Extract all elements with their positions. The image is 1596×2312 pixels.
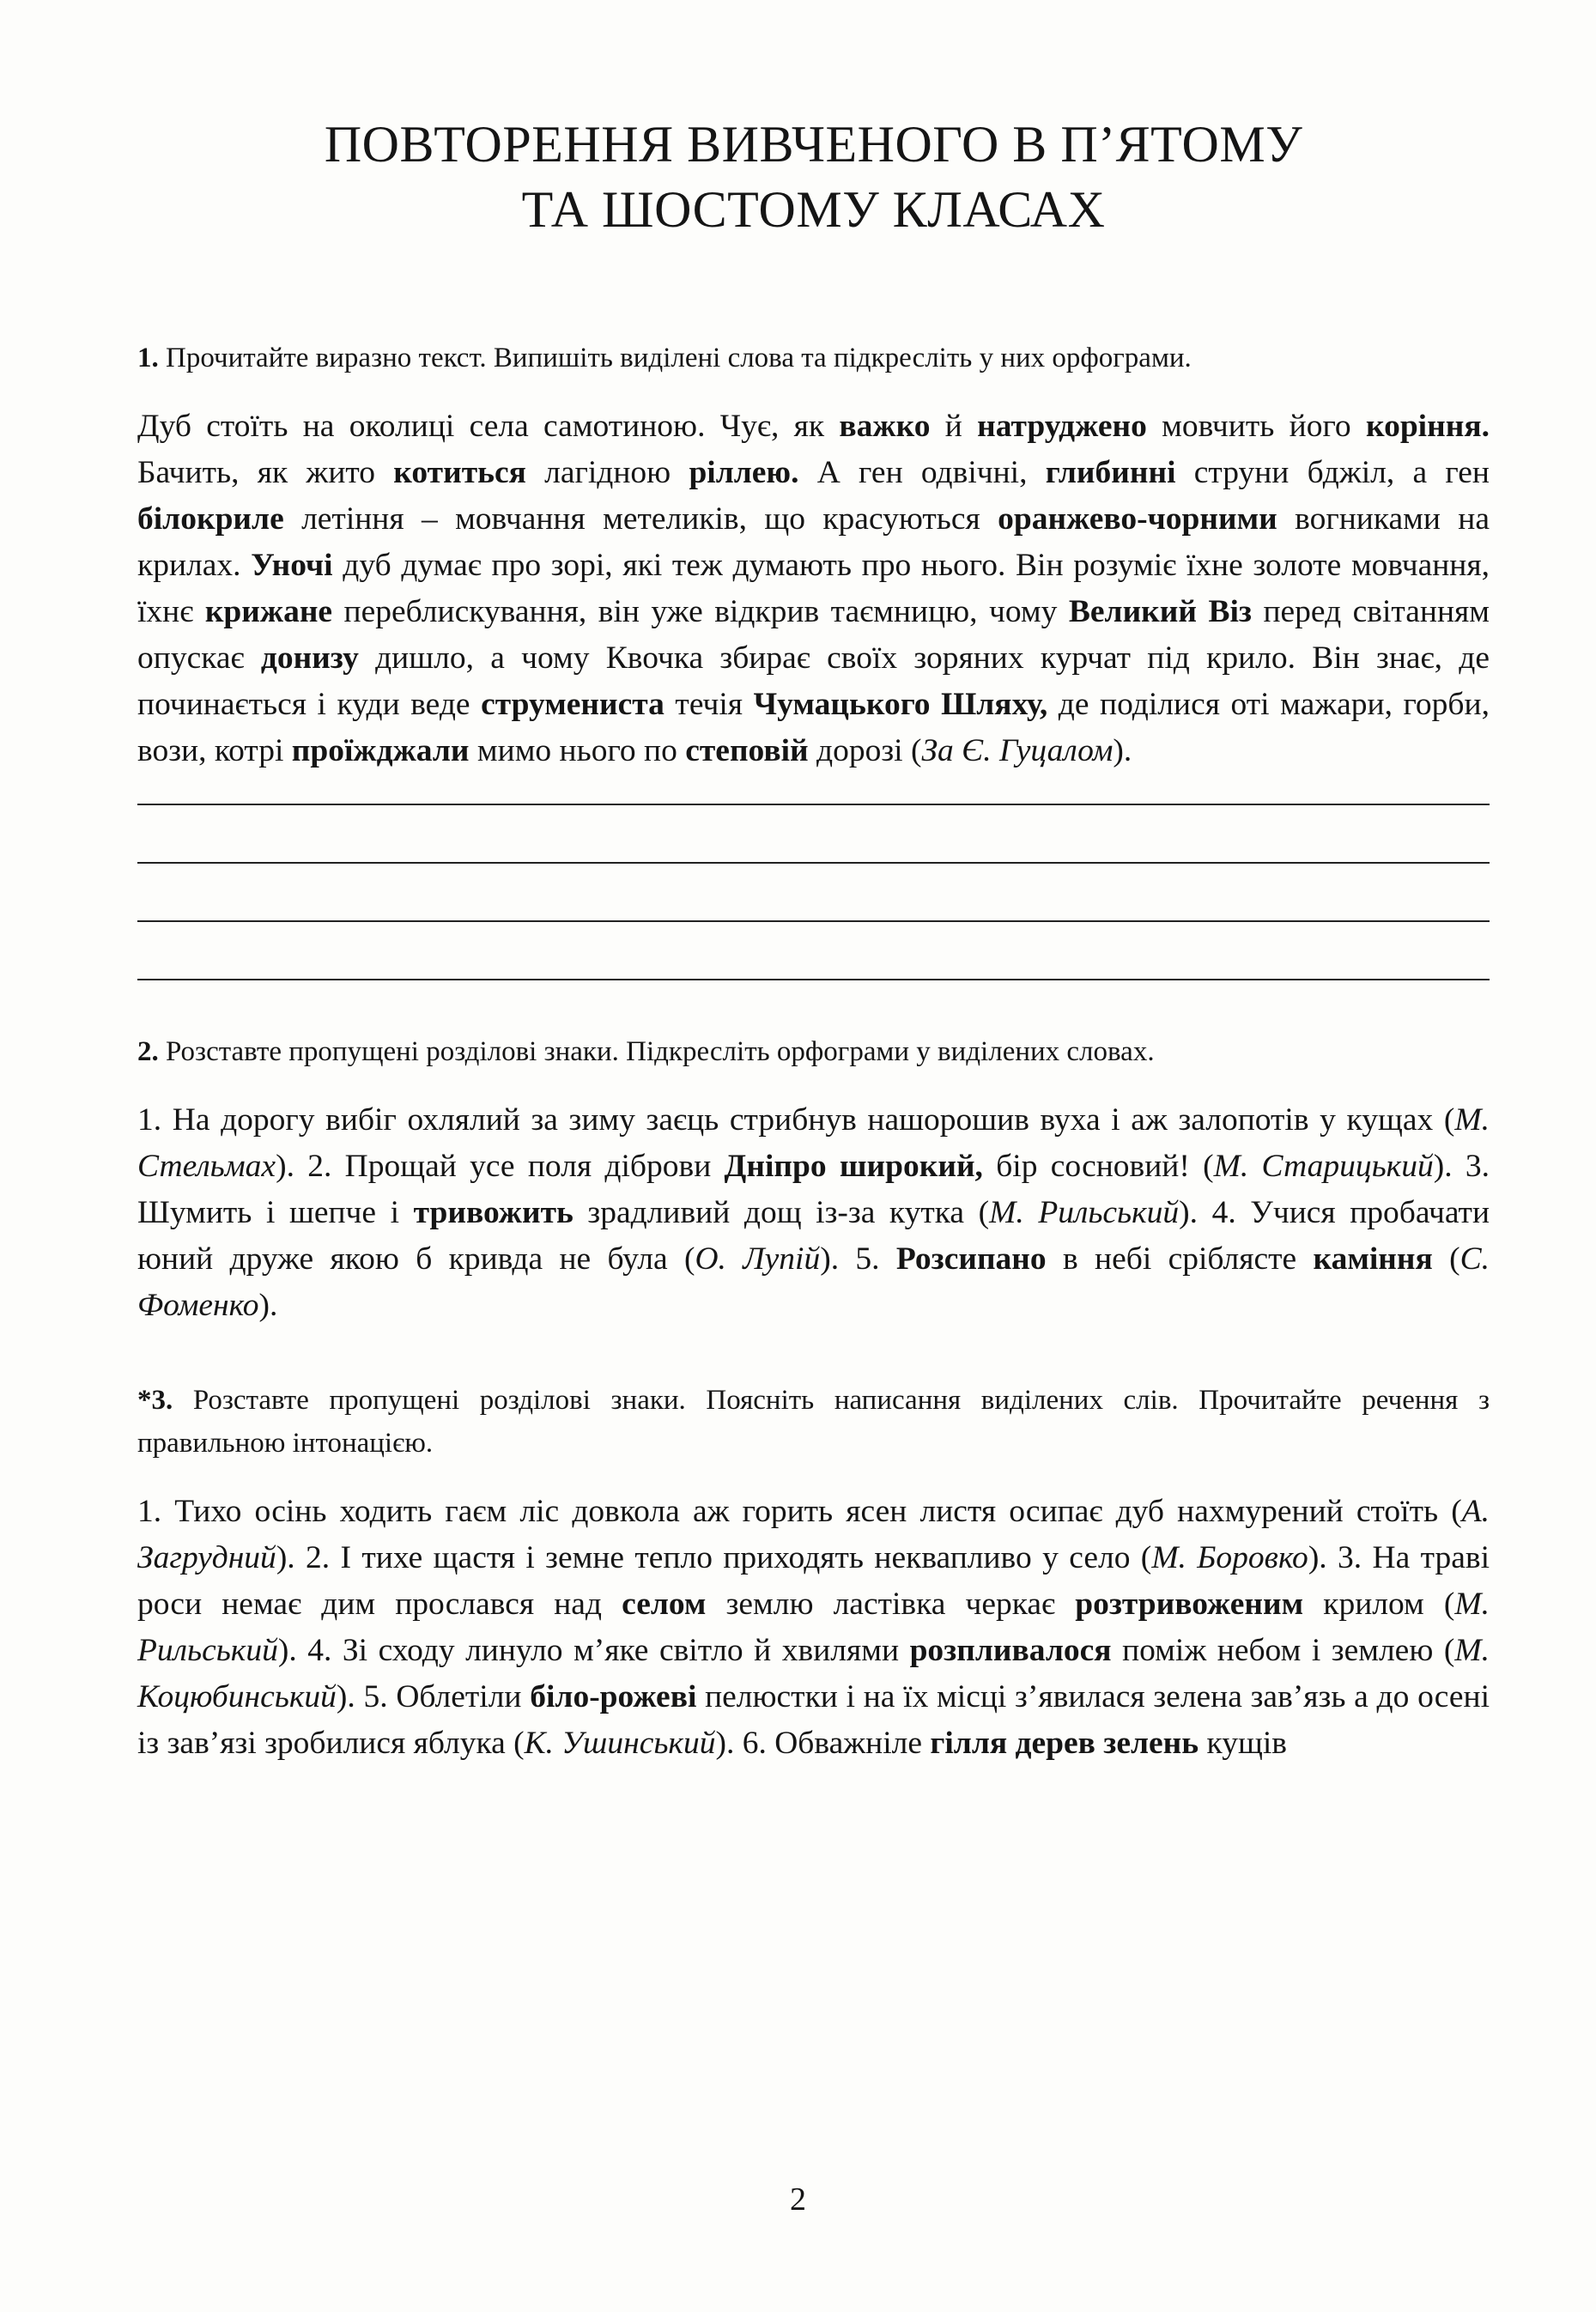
highlighted-word: Розсипано [895, 1241, 1047, 1277]
page-title [137, 112, 1490, 242]
exercise-3 [137, 1379, 1490, 1767]
exercise-3-number: *3. [137, 1385, 173, 1416]
highlighted-word: Чумацького Шляху, [753, 687, 1048, 722]
text-run: А ген одвічні, [798, 455, 1046, 490]
exercise-2-number: 2. [137, 1036, 159, 1067]
text-run: течія [664, 687, 754, 722]
highlighted-word: гілля дерев зелень [930, 1726, 1199, 1761]
text-run: ). 5. Облетіли [336, 1679, 531, 1714]
highlighted-word: біло-рожеві [530, 1679, 697, 1714]
text-run: мимо нього по [469, 733, 686, 768]
page-title-line-2: ТА ШОСТОМУ КЛАСАХ [521, 181, 1106, 238]
author-citation: М. Старицький [1213, 1149, 1434, 1184]
exercise-1-number: 1. [137, 343, 159, 373]
text-run: ). [1113, 733, 1132, 768]
exercise-1-text [137, 404, 1490, 774]
text-run: кущів [1199, 1726, 1287, 1761]
exercise-1-instruction-text: Прочитайте виразно текст. Випишіть виділені слова та підкресліть у них орфограми. [166, 343, 1192, 373]
page-number: 2 [790, 2182, 806, 2218]
answer-line[interactable] [137, 862, 1490, 864]
text-run: землю ластівка черкає [706, 1587, 1076, 1622]
highlighted-word: Великий Віз [1068, 594, 1252, 629]
author-citation: О. Лупій [695, 1241, 821, 1277]
highlighted-word: глибинні [1045, 455, 1176, 490]
highlighted-word: Уночі [251, 548, 333, 583]
answer-line[interactable] [137, 804, 1490, 805]
text-run: переблискування, він уже відкрив таємницю, чому [332, 594, 1069, 629]
text-run: ). 2. Прощай усе поля діброви [276, 1149, 725, 1184]
highlighted-word: розтривоженим [1075, 1587, 1304, 1622]
exercise-1-instruction [137, 337, 1490, 379]
exercise-3-text [137, 1489, 1490, 1767]
highlighted-word: натруджено [977, 409, 1147, 444]
document-page [137, 112, 1490, 1767]
exercise-2-instruction-text: Розставте пропущені розділові знаки. Підкресліть орфограми у виділених словах. [166, 1036, 1155, 1067]
text-run: в небі сріблясте [1046, 1241, 1314, 1277]
text-run: вогниками на крилах. [137, 501, 1490, 583]
text-run: дуб думає про зорі, які теж думають про нього. Він розуміє їхне золоте мовчання, їхнє [137, 548, 1490, 629]
highlighted-word: проїжджали [291, 733, 470, 768]
exercise-2-text [137, 1097, 1490, 1329]
author-citation: М. Коцюбинський [137, 1633, 1490, 1714]
highlighted-word: селом [622, 1587, 707, 1622]
text-run: й [930, 409, 978, 444]
highlighted-word: крижане [204, 594, 333, 629]
answer-line[interactable] [137, 979, 1490, 980]
text-run: поміж небом і землею ( [1111, 1633, 1455, 1668]
text-run: дишло, а чому Квочка збирає своїх зоряних курчат під крило. Він знає, де починається і куди веде [137, 640, 1490, 722]
text-run: ). 2. І тихе щастя і земне тепло приходять неквапливо у село ( [276, 1540, 1152, 1575]
author-citation: М. Рильський [989, 1195, 1180, 1230]
text-run: струни бджіл, а ген [1175, 455, 1490, 490]
text-run: ). 5. [820, 1241, 896, 1277]
exercise-2 [137, 1030, 1490, 1329]
exercise-1 [137, 337, 1490, 980]
highlighted-word: ріллею. [689, 455, 799, 490]
text-run: ). 3. На траві роси немає дим прослався над [137, 1540, 1490, 1622]
highlighted-word: степовій [685, 733, 809, 768]
text-run: ). 3. Шумить і шепче і [137, 1149, 1490, 1230]
author-citation: М. Рильський [137, 1587, 1490, 1668]
exercise-3-instruction [137, 1379, 1490, 1465]
author-citation: К. Ушинський [524, 1726, 716, 1761]
highlighted-word: розпливалося [909, 1633, 1112, 1668]
text-run: бір сосновий! ( [982, 1149, 1214, 1184]
highlighted-word: Дніпро широкий, [724, 1149, 983, 1184]
text-run: де поділися оті мажари, горби, вози, котрі [137, 687, 1490, 768]
highlighted-word: тривожить [413, 1195, 573, 1230]
author-citation: За Є. Гуцалом [921, 733, 1114, 768]
highlighted-word: оранжево-чорними [998, 501, 1277, 537]
text-run: 1. На дорогу вибіг охлялий за зиму заєць стрибнув нашорошив вуха і аж залопотів у кущах ( [137, 1102, 1455, 1138]
text-run: ( [1432, 1241, 1460, 1277]
page-title-line-1: ПОВТОРЕННЯ ВИВЧЕНОГО В П’ЯТОМУ [324, 116, 1303, 173]
exercise-2-instruction [137, 1030, 1490, 1073]
text-run: Бачить, як жито [137, 455, 394, 490]
text-run: ). 4. Зі сходу линуло м’яке світло й хвилями [277, 1633, 910, 1668]
highlighted-word: білокриле [137, 501, 284, 537]
text-run: пелюстки і на їх місці з’явилася зелена зав’язь а до осені із зав’язі зробилися яблука ( [137, 1679, 1490, 1761]
highlighted-word: струмениста [481, 687, 664, 722]
text-run: мовчить його [1146, 409, 1366, 444]
text-run: летіння – мовчання метеликів, що красуються [283, 501, 998, 537]
answer-line[interactable] [137, 920, 1490, 922]
author-citation: М. Боровко [1151, 1540, 1308, 1575]
text-run: ). [258, 1288, 278, 1323]
highlighted-word: важко [839, 409, 931, 444]
highlighted-word: донизу [260, 640, 359, 676]
author-citation: М. Стельмах [137, 1102, 1490, 1184]
author-citation: С. Фоменко [137, 1241, 1490, 1323]
text-run: 1. Тихо осінь ходить гаєм ліс довкола аж горить ясен листя осипає дуб нахмурений стоїть ( [137, 1494, 1462, 1529]
text-run: крилом ( [1303, 1587, 1455, 1622]
highlighted-word: коріння. [1365, 409, 1490, 444]
exercise-3-instruction-text: Розставте пропущені розділові знаки. Поясніть написання виділених слів. Прочитайте речення з правильною інтонацією. [137, 1385, 1490, 1459]
text-run: дорозі ( [808, 733, 922, 768]
highlighted-word: котиться [393, 455, 526, 490]
highlighted-word: каміння [1313, 1241, 1433, 1277]
text-run: перед світанням опускає [137, 594, 1490, 676]
text-run: ). 4. Учися пробачати юний друже якою б кривда не була ( [137, 1195, 1490, 1277]
text-run: Дуб стоїть на околиці села самотиною. Чує, як [137, 409, 840, 444]
author-citation: А. Загрудний [137, 1494, 1490, 1575]
text-run: ). 6. Обважніле [715, 1726, 931, 1761]
text-run: лагідною [525, 455, 689, 490]
answer-lines [137, 804, 1490, 980]
text-run: зрадливий дощ із-за кутка ( [573, 1195, 990, 1230]
